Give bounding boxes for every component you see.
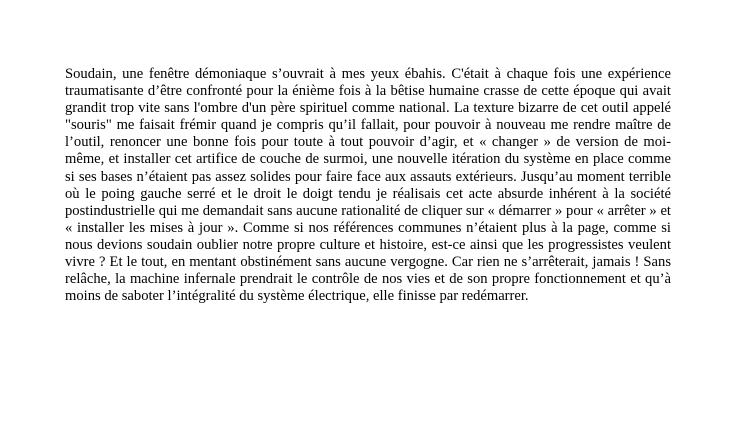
body-paragraph: Soudain, une fenêtre démoniaque s’ouvrait à mes yeux ébahis. C'était à chaque fois une expérience traumatisante d’être confronté pour la énième fois à la bêtise humaine crasse de cette époque qui avait grandit trop vite sans l'ombre d'un père spirituel comme national. La texture bizarre de cet outil appelé "souris" me faisait frémir quand je compris qu’il fallait, pour pouvoir à nouveau me rendre maître de l’outil, renoncer une bonne fois pour toute à tout pouvoir d’agir, et « changer » de version de moi-même, et installer cet artifice de couche de surmoi, une nouvelle itération du système en place comme si ses bases n’étaient pas assez solides pour faire face aux assauts extérieurs. Jusqu’au moment terrible où le poing gauche serré et le droit le doigt tendu je réalisais cet acte absurde inhérent à la société postindustrielle qui me demandait sans aucune rationalité de cliquer sur « démarrer » pour « arrêter » et « installer les mises à jour ». Comme si nos références communes n’étaient plus à la page, comme si nous devions soudain oublier notre propre culture et histoire, est-ce ainsi que les progressistes veulent vivre ? Et le tout, en mentant obstinément sans aucune vergogne. Car rien ne s’arrêterait, jamais ! Sans relâche, la machine infernale prendrait le contrôle de nos vies et de son propre fonctionnement et qu’à moins de saboter l’intégralité du système électrique, elle finisse par redémarrer. xyxy=(65,66,671,305)
